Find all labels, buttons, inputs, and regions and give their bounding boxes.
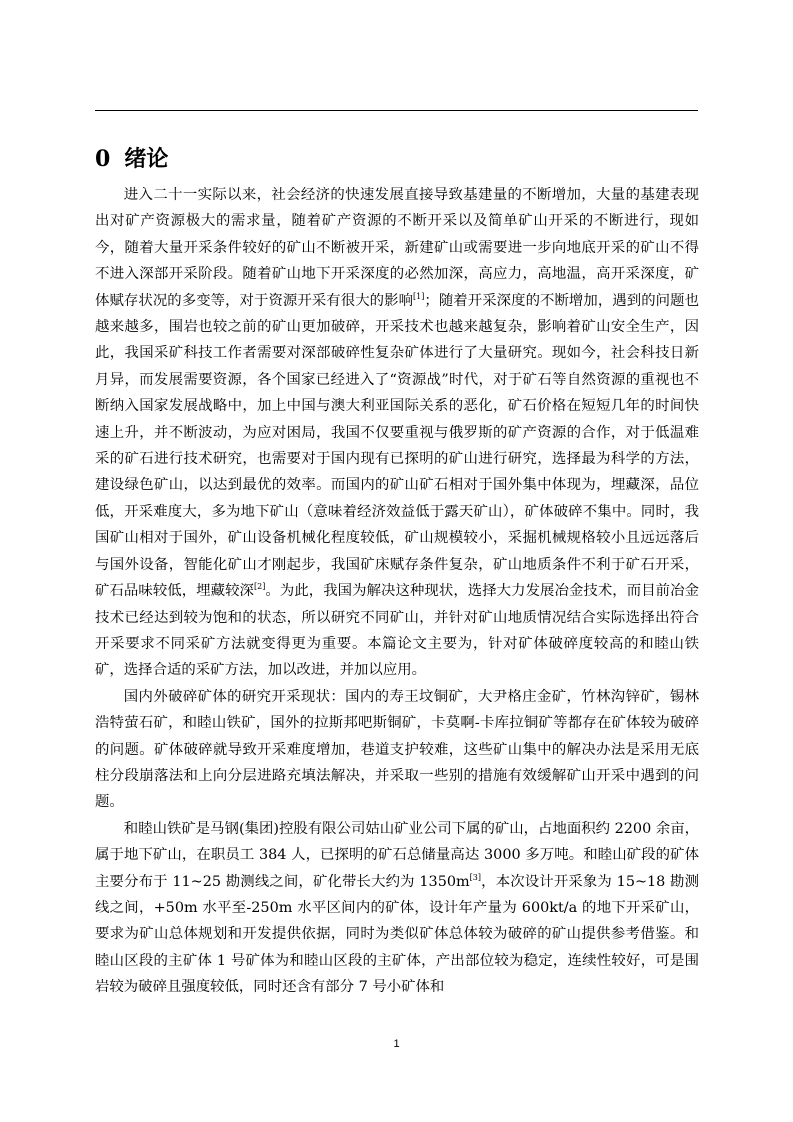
citation: [3] [469,872,482,882]
citation: [2] [254,582,266,592]
text-run: 国内外破碎矿体的研究开采现状：国内的寿王坟铜矿，大尹格庄金矿，竹林沟锌矿，锡林浩特萤石矿，和睦山铁矿，国外的拉斯邦吧斯铜矿，卡莫啊-卡库拉铜矿等都存在矿体较为破碎的问题。矿体破碎就导致开采难度增加，巷道支护较难，这些矿山集中的解决办法是采用无底柱分段崩落法和上向分层进路充填法解决，并采取一些别的措施有效缓解矿山开采中遇到的问题。 [95,688,699,811]
text-run: ；随着开采深度的不断增加，遇到的问题也越来越多，围岩也较之前的矿山更加破碎，开采技术也越来越复杂，影响着矿山安全生产，因此，我国采矿科技工作者需要对深部破碎性复杂矿体进行了大量研究。现如今，社会科技日新月异，而发展需要资源，各个国家已经进入了“资源战”时代，对于矿石等自然资源的重视也不断纳入国家发展战略中，加上中国与澳大利亚国际关系的恶化，矿石价格在短短几年的时间快速上升，并不断波动，为应对困局，我国不仅要重视与俄罗斯的矿产资源的合作，对于低温难采的矿石进行技术研究，也需要对于国内现有已探明的矿山进行研究，选择最为科学的方法，建设绿色矿山，以达到最优的效率。而国内的矿山矿石相对于国外集中体现为，埋藏深，品位低，开采难度大，多为地下矿山（意味着经济效益低于露天矿山），矿体破碎不集中。同时，我国矿山相对于国外，矿山设备机械化程度较低，矿山规模较小，采掘机械规格较小且远远落后与国外设备，智能化矿山才刚起步，我国矿床赋存条件复杂，矿山地质条件不利于矿石开采，矿石品味较低，埋藏较深 [95,292,699,600]
section-heading [95,143,168,175]
section-title: 绪论 [124,146,169,172]
paragraph [95,684,699,816]
citation: [1] [413,291,425,301]
paragraph [95,816,699,1001]
section-number: 0 [95,146,111,172]
text-run: 进入二十一实际以来，社会经济的快速发展直接导致基建量的不断增加，大量的基建表现出对矿产资源极大的需求量，随着矿产资源的不断开采以及简单矿山开采的不断进行，现如今，随着大量开采条件较好的矿山不断被开采，新建矿山或需要进一步向地底开采的矿山不得不进入深部开采阶段。随着矿山地下开采深度的必然加深，高应力，高地温，高开采深度，矿体赋存状况的多变等，对于资源开采有很大的影响 [95,187,699,309]
text-run: 和睦山铁矿是马钢(集团)控股有限公司姑山矿业公司下属的矿山，占地面积约 2200 余亩，属于地下矿山，在职员工 384 人，已探明的矿石总储量高达 3000 多万吨。和睦山矿段的矿体主要分布于 11~25 勘测线之间，矿化带长大约为 1350m [95,820,699,890]
paragraph [95,182,699,684]
text-run: ，本次设计开采象为 15~18 勘测线之间，+50m 水平至-250m 水平区间内的矿体，设计年产量为 600kt/a 的地下开采矿山，要求为矿山总体规划和开发提供依据，同时为类似矿体总体较为破碎的矿山提供参考借鉴。和睦山区段的主矿体 1 号矿体为和睦山区段的主矿体，产出部位较为稳定，连续性较好，可是围岩较为破碎且强度较低，同时还含有部分 7 号小矿体和 [95,873,699,996]
header-rule [95,110,698,111]
body-text [95,182,699,1001]
text-run: 。为此，我国为解决这种现状，选择大力发展冶金技术，而目前冶金技术已经达到较为饱和的状态，所以研究不同矿山，并针对矿山地质情况结合实际选择出符合开采要求不同采矿方法就变得更为重要。本篇论文主要为，针对矿体破碎度较高的和睦山铁矿，选择合适的采矿方法，加以改进，并加以应用。 [95,583,699,679]
page-number: 1 [393,1038,400,1050]
